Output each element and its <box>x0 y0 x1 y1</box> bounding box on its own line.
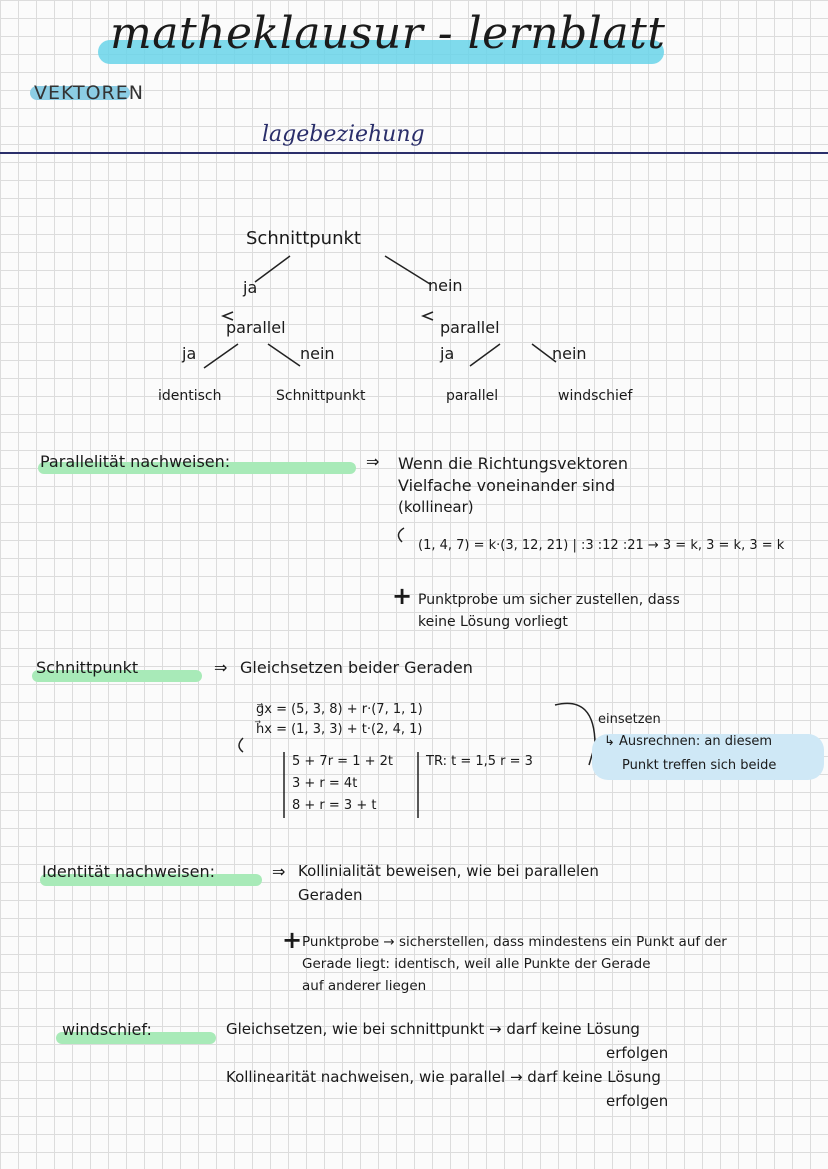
arrow-system <box>239 738 243 752</box>
page-title: matheklausur - lernblatt <box>110 8 666 59</box>
tree-right-node: parallel <box>440 318 500 337</box>
subtitle: lagebeziehung <box>262 122 425 147</box>
parallel-formula: (1, 4, 7) = k·(3, 12, 21) | :3 :12 :21 → 3 = k, 3 = k, 3 = k <box>418 538 785 553</box>
arrow-right-node <box>423 312 433 320</box>
ident-line2: Geraden <box>298 886 363 904</box>
wind-line3: Kollinearität nachweisen, wie parallel → darf keine Lösung <box>226 1068 661 1086</box>
tree-leaf-parallel: parallel <box>446 388 499 404</box>
branch-right-ja <box>470 344 500 366</box>
wind-line4: erfolgen <box>606 1092 669 1110</box>
ident-arrow: ⇒ <box>272 862 286 881</box>
einsetzen-arrow <box>555 703 595 765</box>
parallel-line2: Vielfache voneinander sind <box>398 476 616 495</box>
tr-result: TR: t = 1,5 r = 3 <box>426 754 533 769</box>
branch-left-ja <box>204 344 238 368</box>
tree-right-ja: ja <box>440 344 455 363</box>
section-heading: VEKTOREN <box>34 82 144 104</box>
tree-leaf-identisch: identisch <box>158 388 222 404</box>
tree-right-nein: nein <box>552 344 587 363</box>
system-line1: 5 + 7r = 1 + 2t <box>292 754 393 769</box>
ident-label: Identität nachweisen: <box>42 862 215 881</box>
wind-line1: Gleichsetzen, wie bei schnittpunkt → darf keine Lösung <box>226 1020 640 1038</box>
parallel-probe2: keine Lösung vorliegt <box>418 614 568 630</box>
wind-line2: erfolgen <box>606 1044 669 1062</box>
note-einsetzen: einsetzen <box>598 712 661 727</box>
tree-left-ja: ja <box>182 344 197 363</box>
system-line3: 8 + r = 3 + t <box>292 798 377 813</box>
tree-left-node: parallel <box>226 318 286 337</box>
branch-nein <box>385 256 430 284</box>
h-equation: h⃗x = (1, 3, 3) + t·(2, 4, 1) <box>256 722 423 737</box>
system-line2: 3 + r = 4t <box>292 776 358 791</box>
tree-root: Schnittpunkt <box>246 228 361 249</box>
branch-left-nein <box>268 344 300 366</box>
parallel-line3: (kollinear) <box>398 498 474 516</box>
schnitt-label: Schnittpunkt <box>36 658 139 677</box>
note-ausrechnen: ↳ Ausrechnen: an diesem <box>604 734 772 749</box>
tree-leaf-schnittpunkt: Schnittpunkt <box>276 388 366 404</box>
parallel-plus: + <box>392 582 413 610</box>
schnitt-text: Gleichsetzen beider Geraden <box>240 658 473 677</box>
tree-leaf-windschief: windschief <box>558 388 633 404</box>
branch-ja <box>255 256 290 282</box>
schnitt-arrow: ⇒ <box>214 658 228 677</box>
g-equation: g⃗x = (5, 3, 8) + r·(7, 1, 1) <box>256 702 423 717</box>
wind-label: windschief: <box>62 1020 152 1039</box>
parallel-arrow: ⇒ <box>366 452 380 471</box>
ident-probe3: auf anderer liegen <box>302 978 427 994</box>
parallel-line1: Wenn die Richtungsvektoren <box>398 454 629 473</box>
parallel-label: Parallelität nachweisen: <box>40 452 231 471</box>
ident-probe1: Punktprobe → sicherstellen, dass mindestens ein Punkt auf der <box>302 934 727 950</box>
parallel-probe1: Punktprobe um sicher zustellen, dass <box>418 592 680 608</box>
tree-nein: nein <box>428 276 463 295</box>
tree-left-nein: nein <box>300 344 335 363</box>
ident-plus: + <box>282 926 303 954</box>
ident-probe2: Gerade liegt: identisch, weil alle Punkte der Gerade <box>302 956 651 972</box>
arrow-formula <box>398 528 404 542</box>
ident-line1: Kollinialität beweisen, wie bei parallelen <box>298 862 599 880</box>
tree-ja: ja <box>243 278 258 297</box>
note-punkt: Punkt treffen sich beide <box>622 758 777 773</box>
